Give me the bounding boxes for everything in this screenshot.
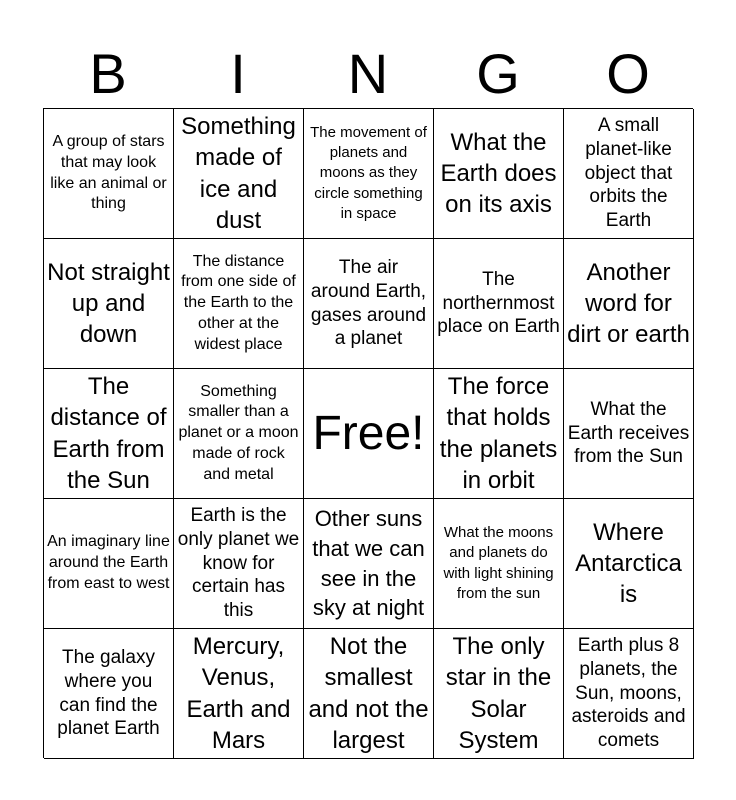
bingo-cell: A small planet-like object that orbits the Earth (564, 109, 694, 239)
bingo-header (43, 40, 693, 108)
bingo-cell: A group of stars that may look like an animal or thing (44, 109, 174, 239)
free-space: Free! (304, 369, 434, 499)
bingo-cell: The force that holds the planets in orbit (434, 369, 564, 499)
bingo-cell: The distance of Earth from the Sun (44, 369, 174, 499)
bingo-cell: Not straight up and down (44, 239, 174, 369)
header-letter-i: I (230, 42, 246, 105)
bingo-cell: The northernmost place on Earth (434, 239, 564, 369)
header-letter-g: G (476, 42, 520, 105)
bingo-cell: Something smaller than a planet or a moon made of rock and metal (174, 369, 304, 499)
header-letter-b: B (89, 42, 127, 105)
bingo-cell: What the Earth receives from the Sun (564, 369, 694, 499)
bingo-cell: Another word for dirt or earth (564, 239, 694, 369)
bingo-cell: An imaginary line around the Earth from east to west (44, 499, 174, 629)
bingo-cell: The movement of planets and moons as they circle something in space (304, 109, 434, 239)
bingo-cell: The galaxy where you can find the planet Earth (44, 629, 174, 759)
bingo-cell: Where Antarctica is (564, 499, 694, 629)
bingo-cell: What the moons and planets do with light shining from the sun (434, 499, 564, 629)
bingo-cell: The distance from one side of the Earth to the other at the widest place (174, 239, 304, 369)
bingo-cell: Something made of ice and dust (174, 109, 304, 239)
bingo-card-grid (43, 108, 693, 758)
bingo-cell: Mercury, Venus, Earth and Mars (174, 629, 304, 759)
header-letter-o: O (606, 42, 650, 105)
bingo-cell: The air around Earth, gases around a planet (304, 239, 434, 369)
bingo-cell: Not the smallest and not the largest (304, 629, 434, 759)
bingo-cell: Earth plus 8 planets, the Sun, moons, asteroids and comets (564, 629, 694, 759)
bingo-cell: Other suns that we can see in the sky at night (304, 499, 434, 629)
header-letter-n: N (347, 42, 389, 105)
bingo-cell: The only star in the Solar System (434, 629, 564, 759)
bingo-cell: What the Earth does on its axis (434, 109, 564, 239)
bingo-cell: Earth is the only planet we know for certain has this (174, 499, 304, 629)
